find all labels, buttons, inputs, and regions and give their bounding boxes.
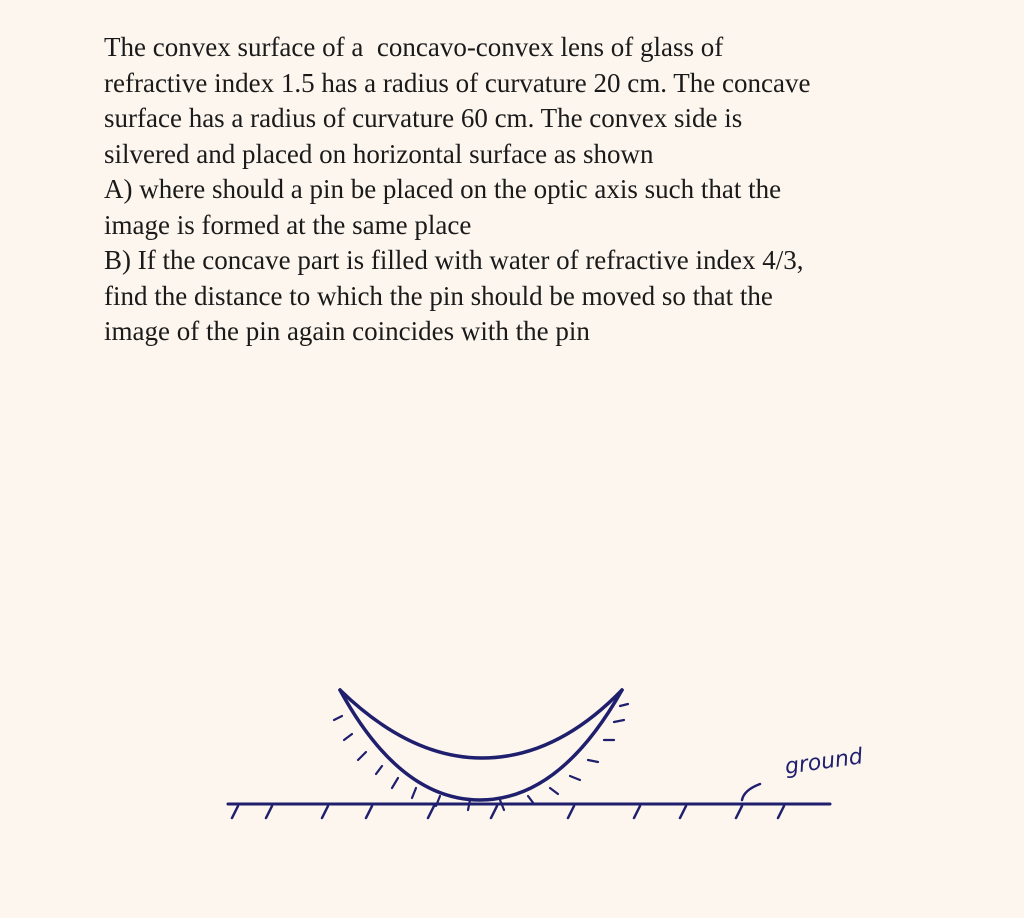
ground-pointer (742, 784, 760, 800)
question-part-a: A) where should a pin be placed on the optic axis such that the (104, 174, 782, 204)
lens-convex-surface (340, 690, 622, 800)
question-line-2: refractive index 1.5 has a radius of curvature 20 cm. The concave (104, 67, 811, 98)
question-line-3: surface has a radius of curvature 60 cm. The convex side is (104, 103, 743, 133)
question-part-b-cont-2: image of the pin again coincides with the pin (104, 316, 590, 346)
question-part-b-cont-1: find the distance to which the pin should be moved so that the (104, 280, 773, 311)
question-part-a-cont: image is formed at the same place (104, 209, 472, 240)
ground-hatching (232, 806, 784, 818)
question-line-1: The convex surface of a concavo-convex lens of glass of (104, 32, 724, 62)
ground-label: ground (783, 744, 865, 780)
question-line-4: silvered and placed on horizontal surface as shown (104, 138, 654, 169)
question-part-b: B) If the concave part is filled with water of refractive index 4/3, (104, 245, 804, 275)
